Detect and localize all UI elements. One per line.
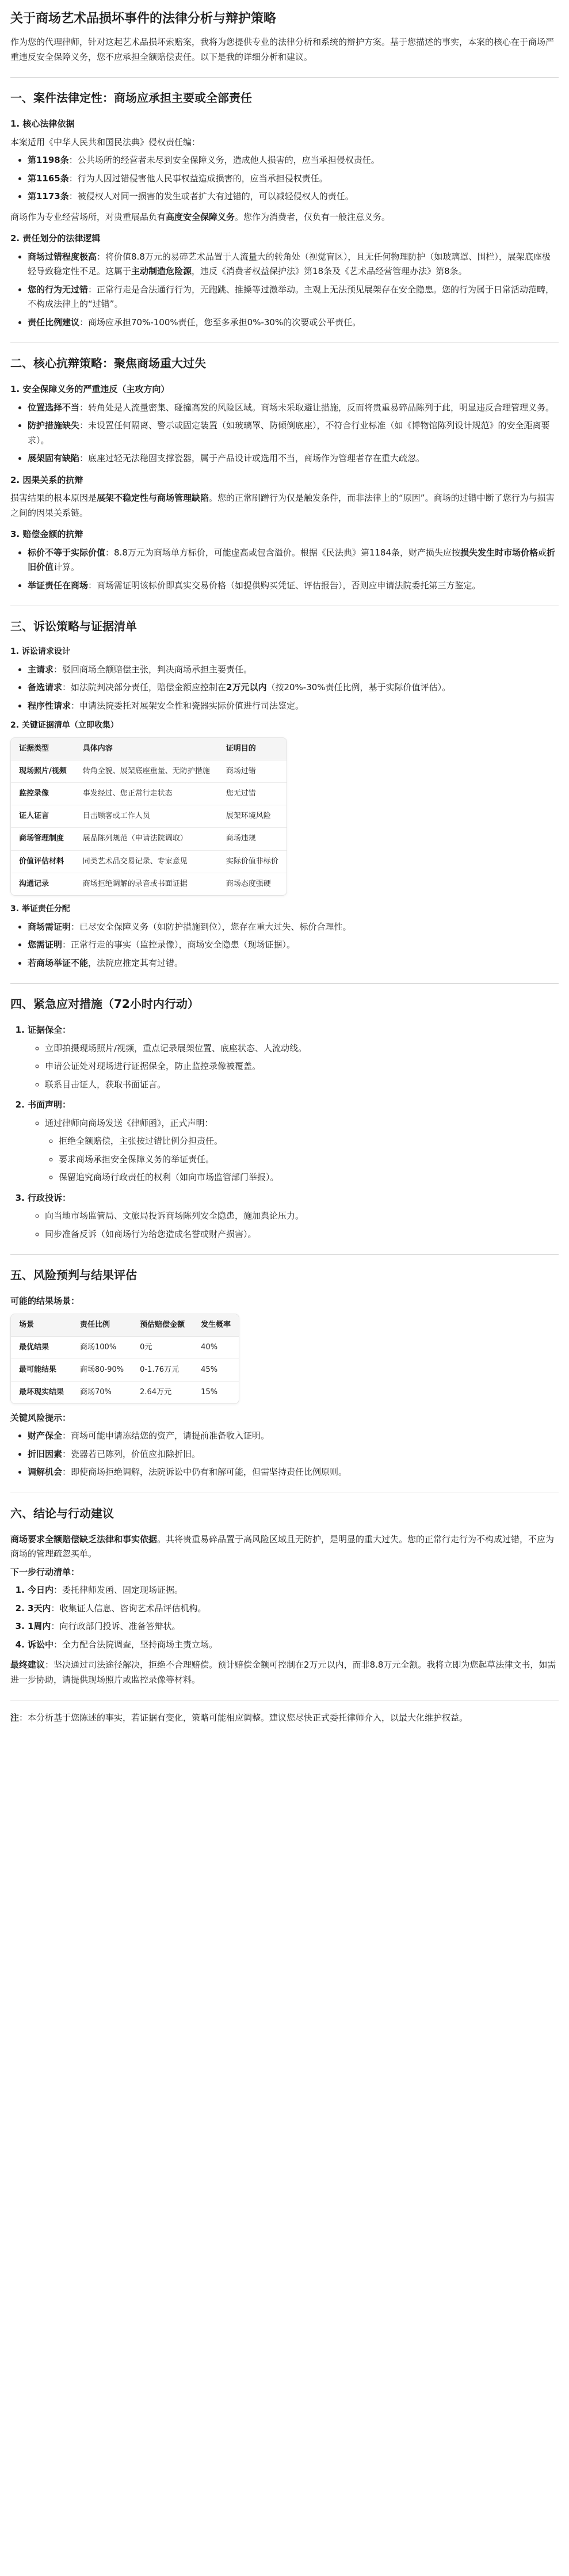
- s3-sub2-title: 2. 关键证据清单（立即收集）: [10, 721, 119, 730]
- liability-list: [10, 250, 559, 330]
- table-row: 价值评估材料 同类艺术品交易记录、专家意见 实际价值非标价: [11, 851, 287, 873]
- final-recommendation: 最终建议：坚决通过司法途径解决，拒绝不合理赔偿。预计赔偿金额可控制在2万元以内，而非8.8万元全额。我将立即为您起草法律文书，如需进一步协助，请提供现场照片或监控录像等材料。: [10, 1660, 556, 1685]
- law-list: [10, 153, 559, 204]
- amount-item: • 标价不等于实际价值：8.8万元为商场单方标价，可能虚高或包含溢价。根据《民法典》第1184条，财产损失应按损失发生时市场价格或折旧价值计算。: [28, 546, 559, 575]
- claims-list: [10, 663, 559, 714]
- scenario-title: 可能的结果场景：: [10, 1296, 80, 1307]
- liability-item: • 责任比例建议：商场应承担70%-100%责任，您至多承担0%-30%的次要或公平责任。: [28, 315, 559, 330]
- s3-sub1-title: 1. 诉讼请求设计: [10, 647, 70, 656]
- s1-sub1-outro: 商场作为专业经营场所，对贵重展品负有高度安全保障义务。您作为消费者，仅负有一般注意义务。: [10, 211, 391, 222]
- risk-list: [10, 1429, 559, 1480]
- divider: [10, 1254, 559, 1255]
- law-item: • 第1165条：行为人因过错侵害他人民事权益造成损害的，应当承担侵权责任。: [28, 172, 559, 187]
- claim-item: • 备选请求：如法院判决部分责任，赔偿金额应控制在2万元以内（按20%-30%责任比例，基于实际价值评估）。: [28, 680, 559, 695]
- burden-item: • 您需证明：正常行走的事实（监控录像），商场安全隐患（现场证据）。: [28, 938, 559, 953]
- emergency-bullet: ◦ 向当地市场监管局、文旅局投诉商场陈列安全隐患，施加舆论压力。: [45, 1209, 559, 1224]
- table-row: 现场照片/视频 转角全貌、展架底座重量、无防护措施 商场过错: [11, 760, 287, 783]
- emergency-list: [10, 1023, 559, 1242]
- table-row: 最坏现实结果 商场70% 2.64万元 15%: [19, 1387, 218, 1397]
- s1-sub1-intro: 本案适用《中华人民共和国民法典》侵权责任编：: [10, 136, 201, 147]
- law-item: • 第1198条：公共场所的经营者未尽到安全保障义务，造成他人损害的，应当承担侵权责任。: [28, 153, 559, 168]
- claim-item: • 程序性请求：申请法院委托对展架安全性和瓷器实际价值进行司法鉴定。: [28, 699, 559, 714]
- table-header: 发生概率: [193, 1314, 239, 1337]
- table-row: 证人证言 目击顾客或工作人员 展架环境风险: [11, 805, 287, 828]
- table-row: 监控录像 事发经过、您正常行走状态 您无过错: [11, 783, 287, 805]
- risk-item: • 调解机会：即使商场拒绝调解，法院诉讼中仍有和解可能，但需坚持责任比例原则。: [28, 1465, 559, 1480]
- table-header: 场景: [11, 1314, 72, 1337]
- table-header: 证明目的: [218, 738, 287, 760]
- table-header: 证据类型: [11, 738, 75, 760]
- s2-sub2-title: 2. 因果关系的抗辩: [10, 474, 83, 485]
- s3-sub3-title: 3. 举证责任分配: [10, 904, 70, 914]
- claim-item: • 主请求：驳回商场全额赔偿主张，判决商场承担主要责任。: [28, 663, 559, 678]
- section-2-heading: 二、核心抗辩策略：聚焦商场重大过失: [10, 356, 206, 370]
- s1-sub2-title: 2. 责任划分的法律逻辑: [10, 233, 101, 243]
- table-header: 预估赔偿金额: [132, 1314, 193, 1337]
- step-item: 3. 1周内：向行政部门投诉、准备答辩状。: [28, 1619, 559, 1634]
- s2-sub3-title: 3. 赔偿金额的抗辩: [10, 529, 83, 539]
- step-item: 2. 3天内：收集证人信息、咨询艺术品评估机构。: [28, 1601, 559, 1616]
- declaration-point: ◦ 保留追究商场行政责任的权利（如向市场监管部门举报）。: [59, 1170, 559, 1185]
- duty-list: [10, 401, 559, 466]
- risk-item: • 财产保全：商场可能申请冻结您的资产，请提前准备收入证明。: [28, 1429, 559, 1444]
- divider: [10, 77, 559, 78]
- table-row: 商场管理制度 展品陈列规范（申请法院调取） 商场违规: [11, 828, 287, 850]
- emergency-bullet: ◦ 通过律师向商场发送《律师函》，正式声明： ◦ 拒绝全额赔偿，主张按过错比例分担责任。 ◦ 要求商场承担安全保障义务的举证责任。 ◦ 保留追究商场行政责任的权利（如向市场监管部门举报）。: [45, 1116, 559, 1185]
- risk-item: • 折旧因素：瓷器若已陈列，价值应扣除折旧。: [28, 1447, 559, 1462]
- steps-list: [10, 1583, 559, 1652]
- table-row: 最优结果 商场100% 0元 40%: [11, 1337, 239, 1359]
- page-title: 关于商场艺术品损坏事件的法律分析与辩护策略: [10, 12, 277, 26]
- amount-item: • 举证责任在商场：商场需证明该标价即真实交易价格（如提供购买凭证、评估报告），否则应申请法院委托第三方鉴定。: [28, 579, 559, 593]
- emergency-bullet: ◦ 申请公证处对现场进行证据保全，防止监控录像被覆盖。: [45, 1059, 559, 1074]
- table-header: 责任比例: [72, 1314, 132, 1337]
- section-4-heading: 四、紧急应对措施（72小时内行动）: [10, 997, 199, 1011]
- scenario-table: [10, 1314, 239, 1404]
- duty-item: • 防护措施缺失：未设置任何隔离、警示或固定装置（如玻璃罩、防倾倒底座），不符合行业标准（如《博物馆陈列设计规范》的安全距离要求）。: [28, 418, 559, 448]
- evidence-table: [10, 737, 287, 896]
- liability-item: • 商场过错程度极高：将价值8.8万元的易碎艺术品置于人流量大的转角处（视觉盲区），且无任何物理防护（如玻璃罩、围栏），展架底座极轻导致稳定性不足。这属于主动制造危险源，违反《消费者权益保护法》第18条及《艺术品经营管理办法》第8条。: [28, 250, 559, 279]
- section-3-heading: 三、诉讼策略与证据清单: [10, 619, 137, 633]
- burden-list: [10, 920, 559, 971]
- duty-item: • 展架固有缺陷：底座过轻无法稳固支撑瓷器，属于产品设计或选用不当，商场作为管理者存在重大疏忽。: [28, 451, 559, 466]
- divider: [10, 983, 559, 984]
- conclusion-paragraph: 商场要求全额赔偿缺乏法律和事实依据。其将贵重易碎品置于高风险区域且无防护，是明显的重大过失。您的正常行走行为不构成过错，不应为商场的管理疏忽买单。: [10, 1534, 555, 1559]
- table-row: 最可能结果 商场80-90% 0-1.76万元 45%: [11, 1359, 239, 1382]
- declaration-point: ◦ 要求商场承担安全保障义务的举证责任。: [59, 1152, 559, 1167]
- risk-title: 关键风险提示：: [10, 1412, 71, 1423]
- steps-title: 下一步行动清单：: [10, 1566, 80, 1577]
- disclaimer-note: 注：本分析基于您陈述的事实，若证据有变化，策略可能相应调整。建议您尽快正式委托律师介入，以最大化维护权益。: [10, 1713, 468, 1723]
- burden-item: • 商场需证明：已尽安全保障义务（如防护措施到位），您存在重大过失、标价合理性。: [28, 920, 559, 935]
- duty-item: • 位置选择不当：转角处是人流量密集、碰撞高发的风险区域。商场未采取避让措施，反而将贵重易碎品陈列于此，明显违反合理管理义务。: [28, 401, 559, 416]
- emergency-item: 3. 行政投诉： ◦ 向当地市场监管局、文旅局投诉商场陈列安全隐患，施加舆论压力。 ◦ 同步准备反诉（如商场行为给您造成名誉或财产损害）。: [28, 1191, 559, 1242]
- emergency-item: 2. 书面声明： ◦ 通过律师向商场发送《律师函》，正式声明： ◦ 拒绝全额赔偿，主张按过错比例分担责任。 ◦ 要求商场承担安全保障义务的举证责任。 ◦ 保留追究商场行政责任的权利（如向市场监管部门举报）。: [28, 1098, 559, 1185]
- s1-sub1-title: 1. 核心法律依据: [10, 119, 75, 129]
- section-6-heading: 六、结论与行动建议: [10, 1506, 114, 1520]
- declaration-point: ◦ 拒绝全额赔偿，主张按过错比例分担责任。: [59, 1134, 559, 1149]
- amount-list: [10, 546, 559, 593]
- burden-item: • 若商场举证不能，法院应推定其有过错。: [28, 956, 559, 971]
- liability-item: • 您的行为无过错：正常行走是合法通行行为，无跑跳、推搡等过激举动。主观上无法预见展架存在安全隐患。您的行为属于日常活动范畴，不构成法律上的“过错”。: [28, 283, 559, 312]
- table-row: 沟通记录 商场拒绝调解的录音或书面证据 商场态度强硬: [19, 879, 271, 888]
- step-item: 1. 今日内：委托律师发函、固定现场证据。: [28, 1583, 559, 1598]
- law-item: • 第1173条：被侵权人对同一损害的发生或者扩大有过错的，可以减轻侵权人的责任。: [28, 189, 559, 204]
- emergency-bullet: ◦ 联系目击证人，获取书面证言。: [45, 1078, 559, 1093]
- emergency-item: 1. 证据保全： ◦ 立即拍摄现场照片/视频，重点记录展架位置、底座状态、人流动线。 ◦ 申请公证处对现场进行证据保全，防止监控录像被覆盖。 ◦ 联系目击证人，获取书面证言。: [28, 1023, 559, 1092]
- s2-sub1-title: 1. 安全保障义务的严重违反（主攻方向）: [10, 384, 170, 394]
- intro-paragraph: 作为您的代理律师，针对这起艺术品损坏索赔案，我将为您提供专业的法律分析和系统的辩护方案。基于您描述的事实，本案的核心在于商场严重违反安全保障义务，您不应承担全额赔偿责任。以下是我的详细分析和建议。: [10, 37, 555, 62]
- section-5-heading: 五、风险预判与结果评估: [10, 1268, 137, 1283]
- step-item: 4. 诉讼中：全力配合法院调查，坚持商场主责立场。: [28, 1638, 559, 1653]
- table-header: 具体内容: [75, 738, 218, 760]
- emergency-bullet: ◦ 同步准备反诉（如商场行为给您造成名誉或财产损害）。: [45, 1227, 559, 1242]
- section-1-heading: 一、案件法律定性：商场应承担主要或全部责任: [10, 91, 252, 105]
- causation-paragraph: 损害结果的根本原因是展架不稳定性与商场管理缺陷。您的正常刷蹭行为仅是触发条件，而非法律上的“原因”。商场的过错中断了您行为与损害之间的因果关系链。: [10, 493, 555, 518]
- emergency-bullet: ◦ 立即拍摄现场照片/视频，重点记录展架位置、底座状态、人流动线。: [45, 1041, 559, 1056]
